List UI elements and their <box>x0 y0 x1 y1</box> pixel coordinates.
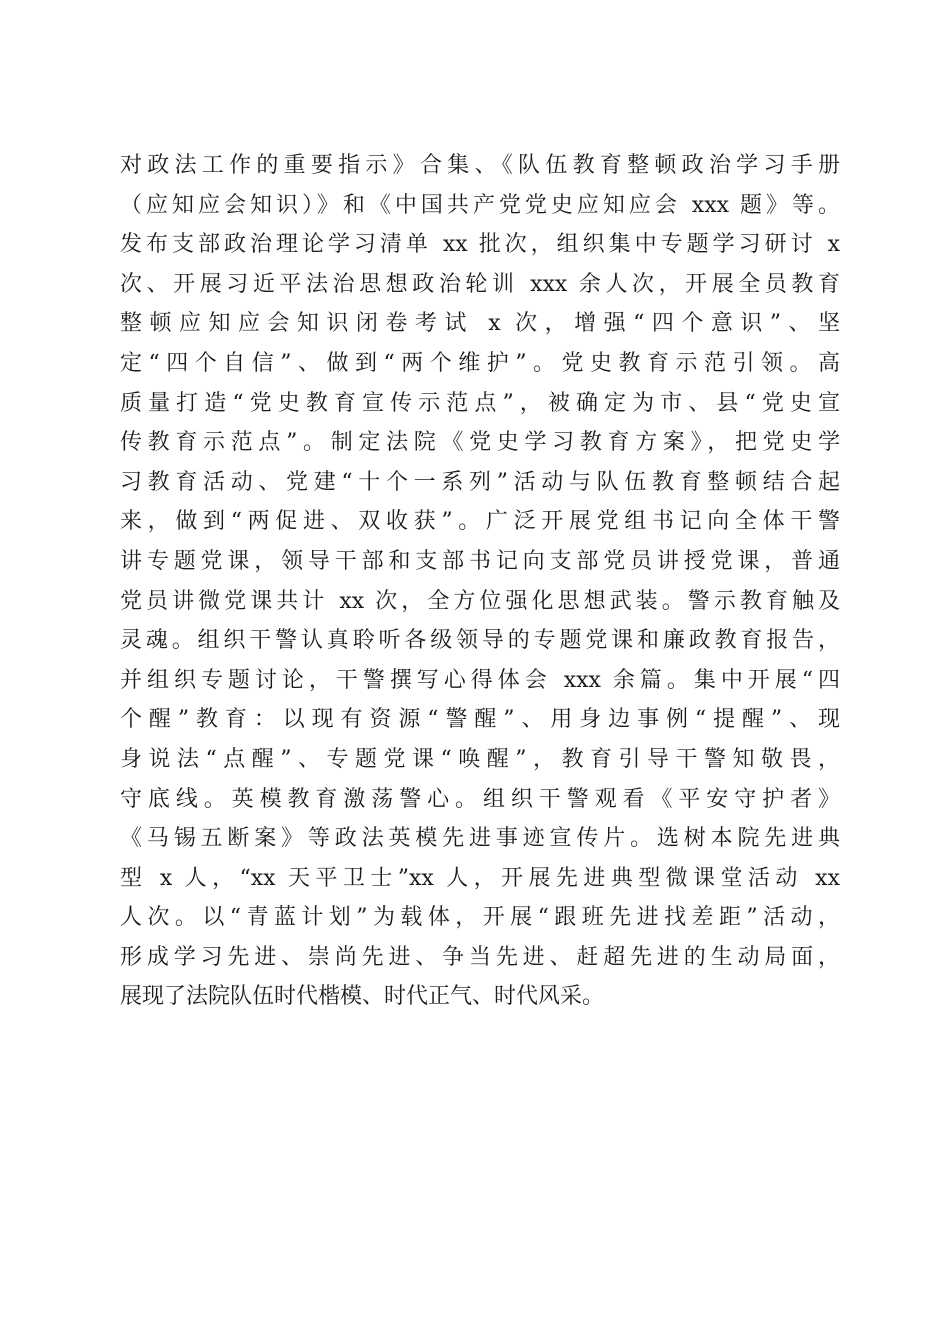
text-line: 守底线。英模教育激荡警心。组织干警观看《平安守护者》 <box>120 786 840 812</box>
text-line: 发布支部政治理论学习清单 xx 批次，组织集中专题学习研讨 x <box>120 232 840 258</box>
text-line: 人次。以“青蓝计划”为载体，开展“跟班先进找差距”活动， <box>120 905 840 931</box>
text-line: （应知应会知识）》和《中国共产党党史应知应会 xxx 题》等。 <box>120 192 840 218</box>
text-line: 党员讲微党课共计 xx 次，全方位强化思想武装。警示教育触及 <box>120 588 840 614</box>
text-line: 灵魂。组织干警认真聆听各级领导的专题党课和廉政教育报告， <box>120 628 840 654</box>
text-line: 质量打造“党史教育宣传示范点”，被确定为市、县“党史宣 <box>120 390 840 416</box>
body-paragraph <box>120 146 840 1017</box>
text-line: 对政法工作的重要指示》合集、《队伍教育整顿政治学习手册 <box>120 153 840 178</box>
text-line: 并组织专题讨论，干警撰写心得体会 xxx 余篇。集中开展“四 <box>120 667 840 693</box>
text-line: 次、开展习近平法治思想政治轮训 xxx 余人次，开展全员教育 <box>120 271 840 297</box>
text-line: 《马锡五断案》等政法英模先进事迹宣传片。选树本院先进典 <box>120 826 840 852</box>
text-line: 展现了法院队伍时代楷模、时代正气、时代风采。 <box>120 984 605 1010</box>
text-line: 来，做到“两促进、双收获”。广泛开展党组书记向全体干警 <box>120 509 840 535</box>
text-line: 讲专题党课，领导干部和支部书记向支部党员讲授党课，普通 <box>120 548 840 574</box>
text-line: 型 x 人，“xx 天平卫士”xx 人，开展先进典型微课堂活动 xx <box>120 865 840 891</box>
text-line: 定“四个自信”、做到“两个维护”。党史教育示范引领。高 <box>120 350 840 376</box>
text-line: 传教育示范点”。制定法院《党史学习教育方案》，把党史学 <box>120 430 840 456</box>
text-line: 个醒”教育：以现有资源“警醒”、用身边事例“提醒”、现 <box>120 707 840 733</box>
text-line: 习教育活动、党建“十个一系列”活动与队伍教育整顿结合起 <box>120 469 840 495</box>
text-line: 形成学习先进、崇尚先进、争当先进、赶超先进的生动局面， <box>120 944 840 970</box>
text-line: 身说法“点醒”、专题党课“唤醒”，教育引导干警知敬畏， <box>120 746 840 772</box>
text-line: 整顿应知应会知识闭卷考试 x 次，增强“四个意识”、坚 <box>120 311 840 337</box>
